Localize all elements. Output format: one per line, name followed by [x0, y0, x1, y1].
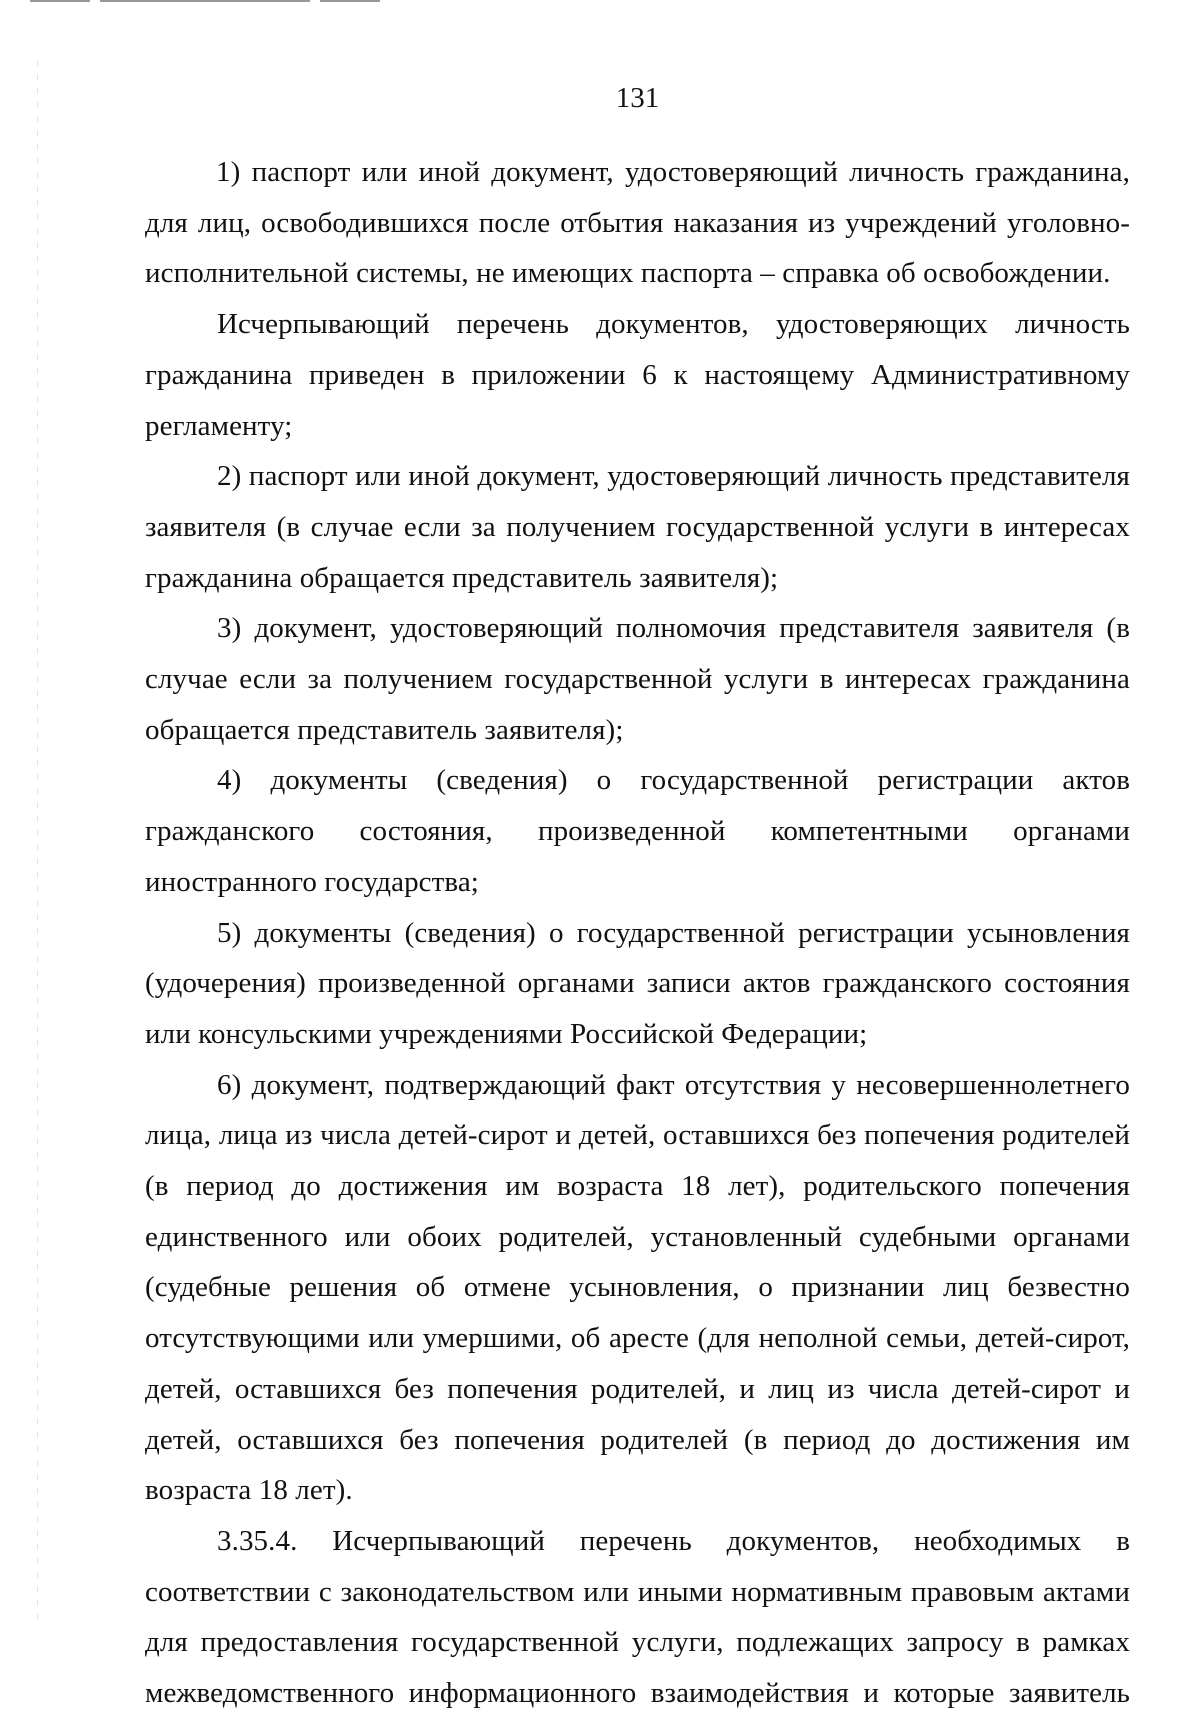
paragraph-item-3: 3) документ, удостоверяющий полномочия представителя заявителя (в случае если за получением государственной услуги в интересах гражданина обращается представитель заявителя); — [145, 612, 1130, 746]
scan-edge-marks — [30, 0, 440, 4]
paragraph-item-6: 6) документ, подтверждающий факт отсутствия у несовершеннолетнего лица, лица из числа детей-сирот и детей, оставшихся без попечения родителей (в период до достижения им возраста 18 лет), родительского попечения единственного или обоих родителей, установленный судебными органами (судебные решения об отмене усыновления, о признании лиц безвестно отсутствующими или умершими, об аресте (для неполной семьи, детей-сирот, детей, оставшихся без попечения родителей, и лиц из числа детей-сирот и детей, оставшихся без попечения родителей (в период до достижения им возраста 18 лет). — [145, 1068, 1130, 1507]
paragraph-item-4: 4) документы (сведения) о государственной регистрации актов гражданского состояния, произведенной компетентными органами иностранного государства; — [145, 764, 1130, 898]
page-number: 131 — [615, 82, 660, 114]
document-body — [145, 147, 1130, 1719]
paragraph-item-2: 2) паспорт или иной документ, удостоверяющий личность представителя заявителя (в случае если за получением государственной услуги в интересах гражданина обращается представитель заявителя); — [145, 460, 1130, 594]
paragraph-item-1: 1) паспорт или иной документ, удостоверяющий личность гражданина, для лиц, освободившихся после отбытия наказания из учреждений уголовно-исполнительной системы, не имеющих паспорта – справка об освобождении. — [145, 156, 1130, 290]
paragraph-exhaustive-list-note: Исчерпывающий перечень документов, удостоверяющих личность гражданина приведен в приложении 6 к настоящему Административному регламенту; — [145, 308, 1130, 442]
scan-margin-marks — [37, 60, 38, 1620]
paragraph-section-3-35-4: 3.35.4. Исчерпывающий перечень документов, необходимых в соответствии с законодательством или иными нормативным правовым актами для предоставления государственной услуги, подлежащих запросу в рамках межведомственного информационного взаимодействия и которые заявитель — [145, 1524, 1130, 1710]
paragraph-item-5: 5) документы (сведения) о государственной регистрации усыновления (удочерения) произведенной органами записи актов гражданского состояния или консульскими учреждениями Российской Федерации; — [145, 916, 1130, 1050]
